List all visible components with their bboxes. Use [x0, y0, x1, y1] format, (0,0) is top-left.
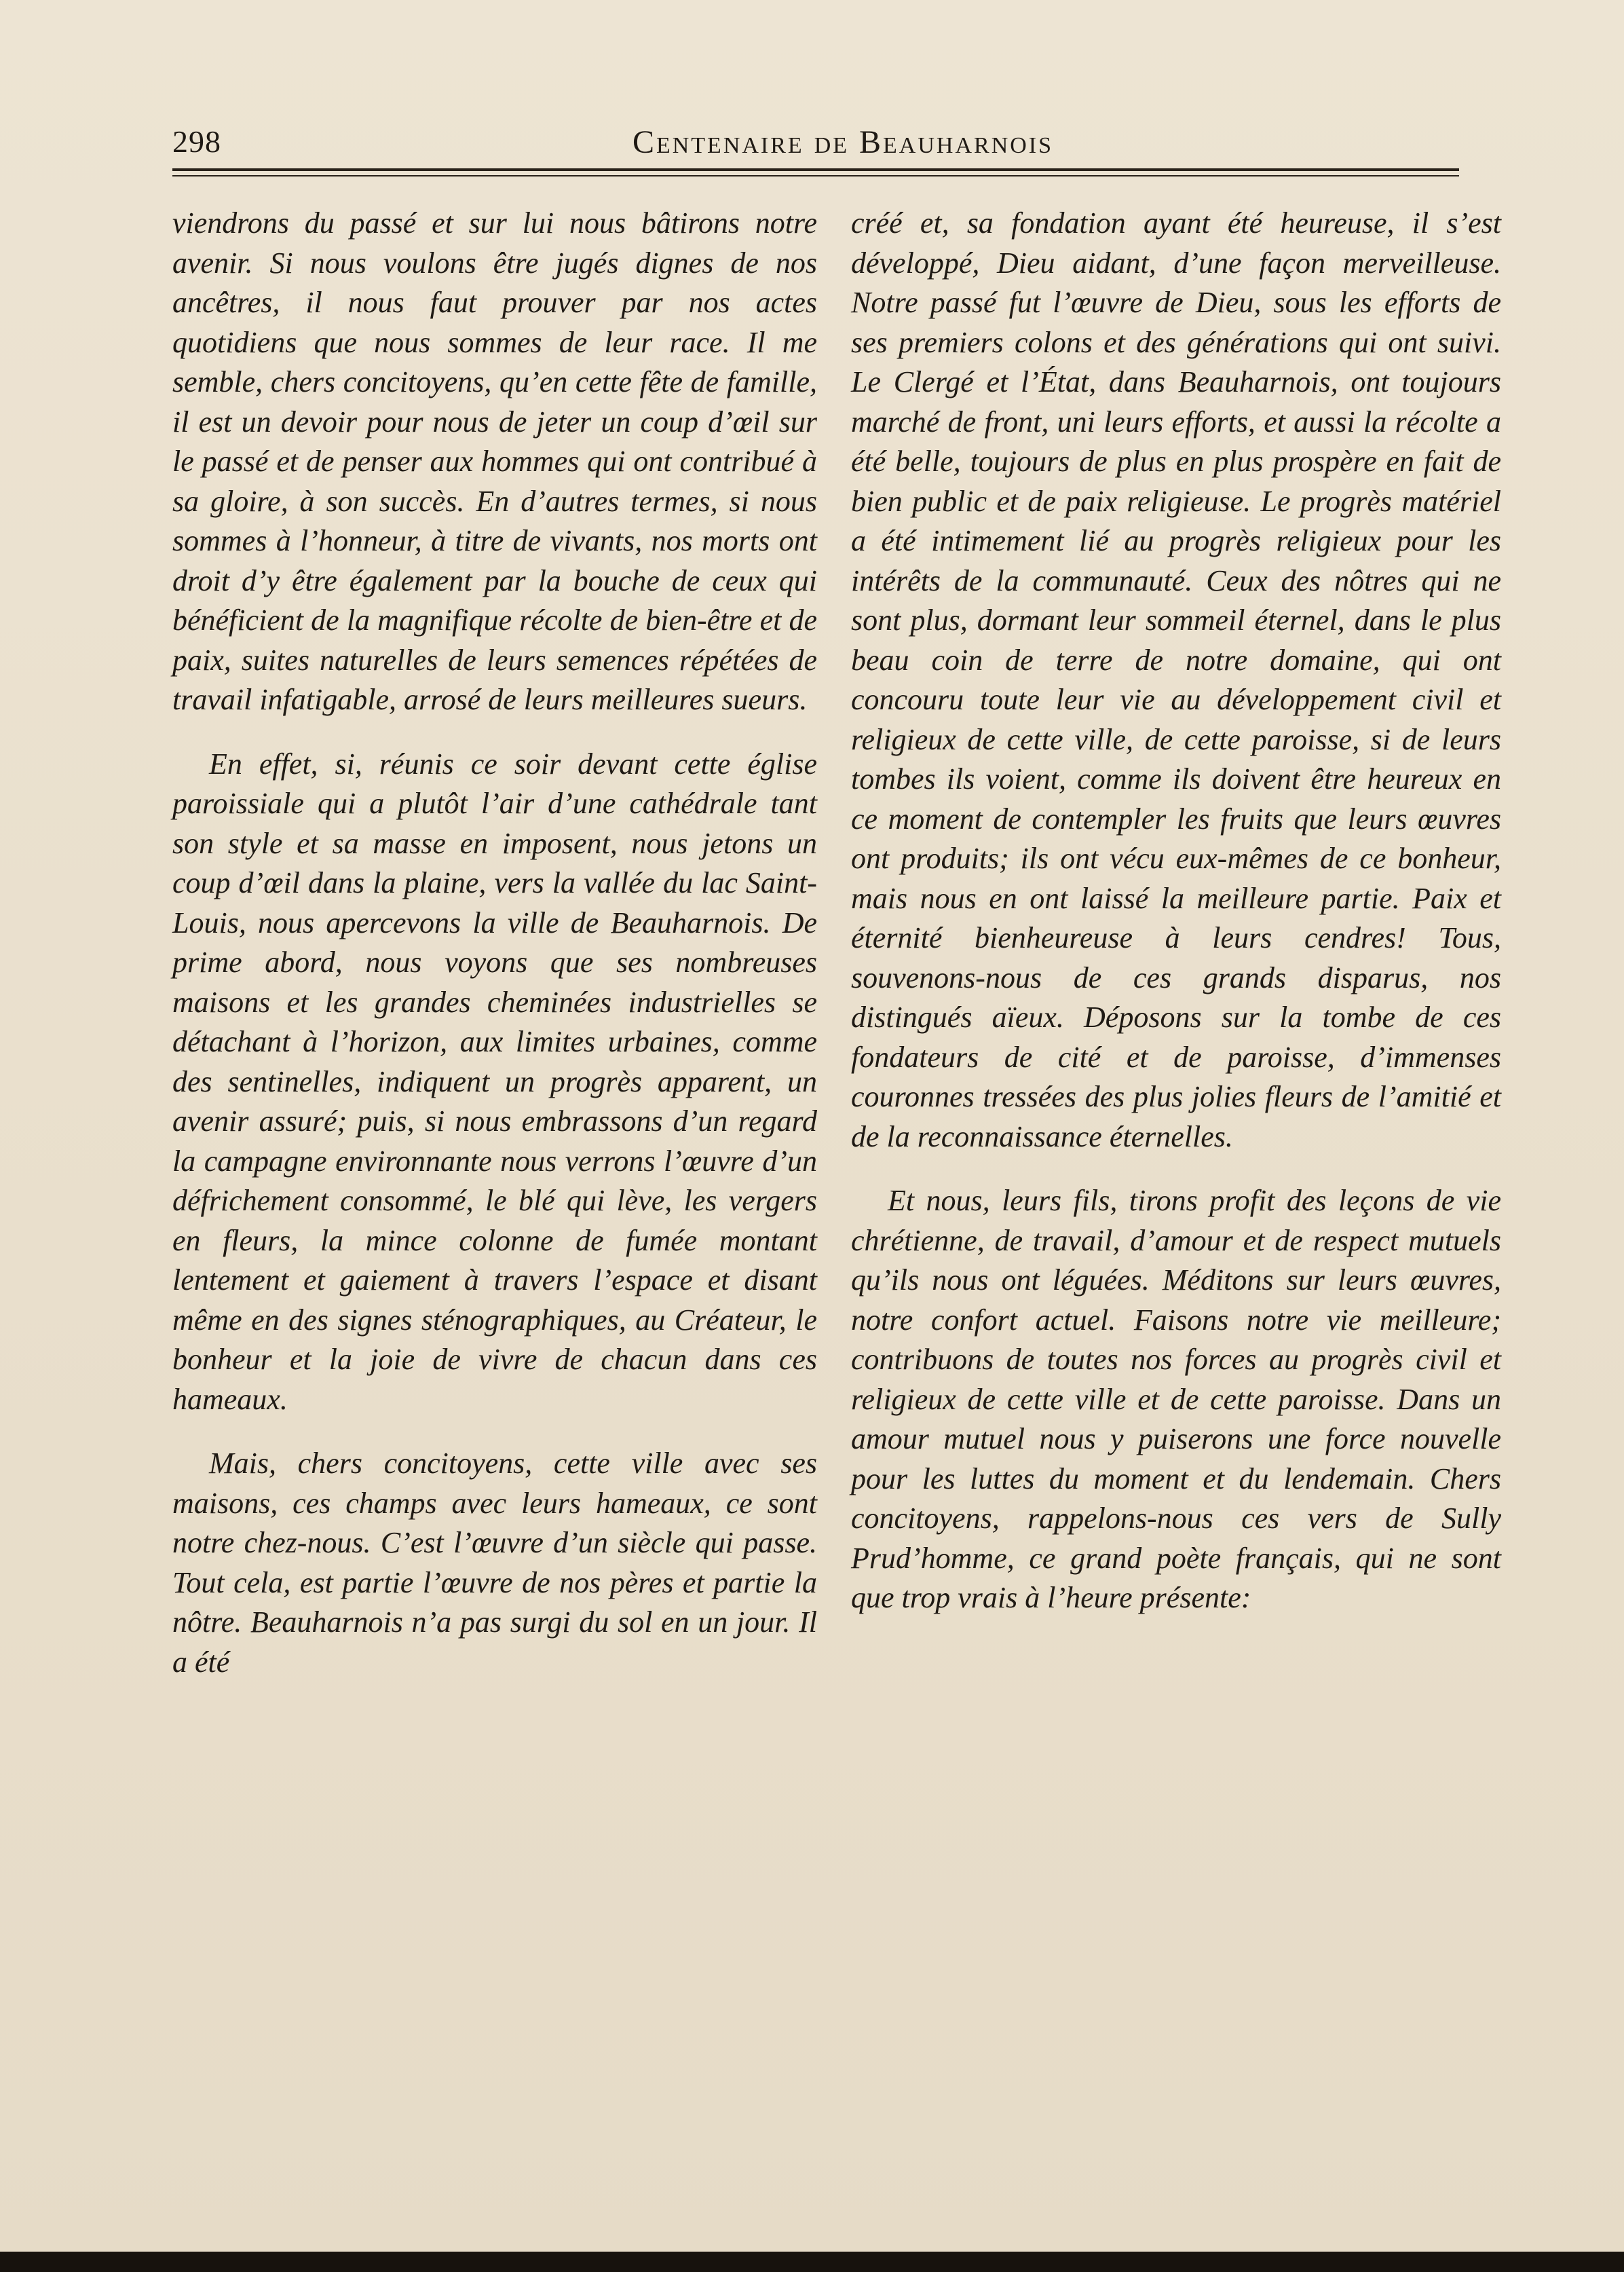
right-paragraph-2: Et nous, leurs fils, tirons profit des leçons de vie chrétienne, de travail, d’amour et de respect mutuels qu’ils nous ont léguées. Méditons sur leurs œuvres, notre confort actuel. Faisons notre vie meilleure; contribuons de toutes nos forces au progrès civil et religieux de cette ville et de cette paroisse. Dans un amour mutuel nous y puiserons une force nouvelle pour les luttes du moment et du lendemain. Chers concitoyens, rappelons-nous ces vers de Sully Prud’homme, ce grand poète français, qui ne sont que trop vrais à l’heure présente: [851, 1184, 1501, 1614]
page-header [172, 121, 1459, 162]
header-rule-thick [172, 168, 1459, 171]
right-paragraph-1: créé et, sa fondation ayant été heureuse, il s’est développé, Dieu aidant, d’une façon merveilleuse. Notre passé fut l’œuvre de Dieu, sous les efforts de ses premiers colons et des générations qui ont suivi. Le Clergé et l’État, dans Beauharnois, ont toujours marché de front, uni leurs efforts, et aussi la récolte a été belle, toujours de plus en plus prospère en fait de bien public et de paix religieuse. Le progrès matériel a été intimement lié au progrès religieux pour les intérêts de la communauté. Ceux des nôtres qui ne sont plus, dormant leur sommeil éternel, dans le plus beau coin de terre de notre domaine, qui ont concouru toute leur vie au développement civil et religieux de cette ville, de cette paroisse, si de leurs tombes ils voient, comme ils doivent être heureux en ce moment de contempler les fruits que leurs œuvres ont produits; ils ont vécu eux-mêmes de ce bonheur, mais nous en ont laissé la meilleure partie. Paix et éternité bienheureuse à leurs cendres! Tous, souvenons-nous de ces grands disparus, nos distingués aïeux. Déposons sur la tombe de ces fondateurs de cité et de paroisse, d’immenses couronnes tressées des plus jolies fleurs de l’amitié et de la reconnaissance éternelles. [851, 206, 1501, 1153]
left-paragraph-3: Mais, chers concitoyens, cette ville avec ses maisons, ces champs avec leurs hameaux, ce sont notre chez-nous. C’est l’œuvre d’un siècle qui passe. Tout cela, est partie l’œuvre de nos pères et partie la nôtre. Beauharnois n’a pas surgi du sol en un jour. Il a été [172, 1447, 817, 1679]
left-paragraph-2: En effet, si, réunis ce soir devant cette église paroissiale qui a plutôt l’air d’une cathédrale tant son style et sa masse en imposent, nous jetons un coup d’œil dans la plaine, vers la vallée du lac Saint-Louis, nous apercevons la ville de Beauharnois. De prime abord, nous voyons que ses nombreuses maisons et les grandes cheminées industrielles se détachant à l’horizon, aux limites urbaines, comme des sentinelles, indiquent un progrès apparent, un avenir assuré; puis, si nous embrassons d’un regard la campagne environnante nous verrons l’œuvre d’un défrichement consommé, le blé qui lève, les vergers en fleurs, la mince colonne de fumée montant lentement et gaiement à travers l’espace et disant même en des signes sténographiques, au Créateur, le bonheur et la joie de vivre de chacun dans ces hameaux. [172, 747, 817, 1416]
running-title: Centenaire de Beauharnois [632, 124, 1054, 160]
right-column [851, 204, 1501, 1618]
left-paragraph-1: viendrons du passé et sur lui nous bâtirons notre avenir. Si nous voulons être jugés dignes de nos ancêtres, il nous faut prouver par nos actes quotidiens que nous sommes de leur race. Il me semble, chers concitoyens, qu’en cette fête de famille, il est un devoir pour nous de jeter un coup d’œil sur le passé et de penser aux hommes qui ont contribué à sa gloire, à son succès. En d’autres termes, si nous sommes à l’honneur, à titre de vivants, nos morts ont droit d’y être également par la bouche de ceux qui bénéficient de la magnifique récolte de bien-être et de paix, suites naturelles de leurs semences répétées de travail infatigable, arrosé de leurs meilleures sueurs. [172, 206, 817, 716]
header-rule-thin [172, 175, 1459, 176]
scan-bottom-edge [0, 2252, 1624, 2272]
page-number: 298 [172, 124, 221, 159]
left-column [172, 204, 817, 1682]
